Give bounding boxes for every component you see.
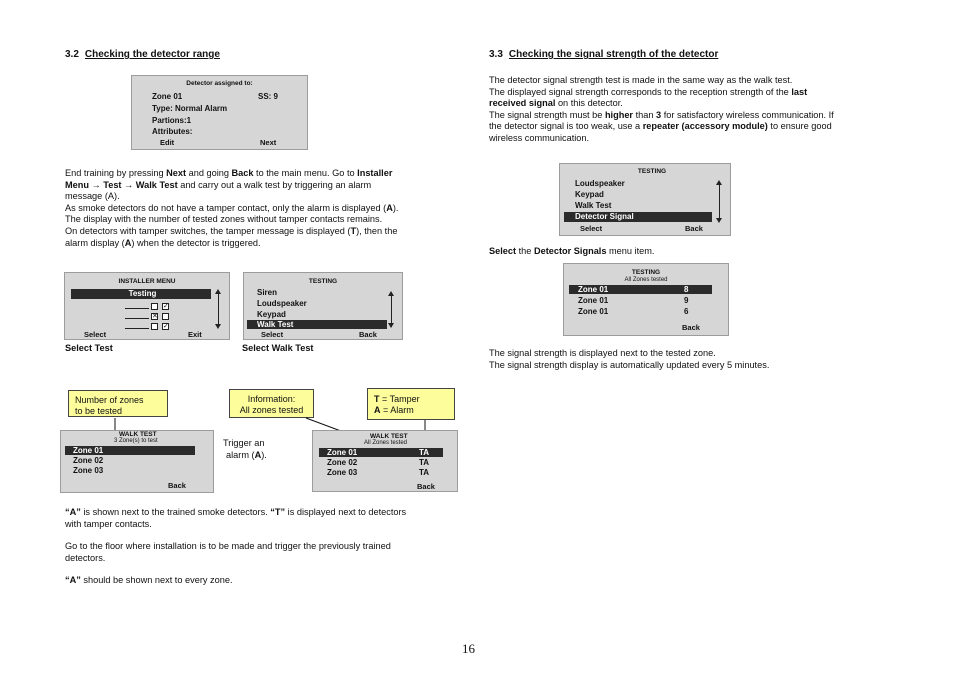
text: to the main menu. Go to: [253, 168, 358, 178]
checked-checkbox-icon: ✓: [163, 303, 169, 310]
text-bold: Select: [489, 246, 517, 256]
text: wireless communication.: [489, 132, 590, 143]
testing-menu-display-2: [559, 163, 731, 236]
text: than: [633, 109, 657, 120]
zone-label: Zone 01: [152, 92, 183, 101]
zone-row-1: Zone 01: [65, 446, 195, 455]
text: The signal strength must be: [489, 109, 605, 120]
text-bold: T: [350, 225, 357, 236]
text-bold: Menu: [65, 179, 92, 190]
edit-softkey: Edit: [160, 138, 175, 147]
menu-item-walk-test: Walk Test: [247, 320, 387, 329]
menu-item-loudspeaker: Loudspeaker: [257, 299, 307, 308]
text: is displayed next to detectors: [285, 507, 407, 517]
zone-row-1: [569, 285, 712, 294]
text: = Tamper: [379, 394, 420, 404]
display-title: TESTING: [631, 269, 661, 276]
text-bold: “A”: [65, 575, 81, 586]
callout-line: All zones tested: [239, 405, 304, 415]
menu-item-loudspeaker: Loudspeaker: [575, 179, 625, 188]
text-bold: A: [124, 237, 132, 248]
section-title: Checking the detector range: [84, 49, 220, 60]
zone-status: TA: [419, 468, 430, 477]
text-bold: T: [374, 394, 380, 404]
partitions-label: Partions:1: [152, 116, 192, 125]
text: Trigger an: [223, 438, 265, 448]
signal-value: 6: [684, 307, 689, 316]
signal-strength-label: SS: 9: [258, 92, 279, 101]
signal-strength-display: [563, 263, 729, 336]
back-softkey: Back: [359, 330, 377, 339]
text: The detector signal strength test is made in the same way as the walk test.: [489, 75, 793, 85]
text: detectors.: [65, 552, 106, 563]
scrollbar-track: [719, 184, 720, 220]
caption-select-walk-test: Select Walk Test: [242, 343, 314, 353]
zone-label: Zone 01: [327, 448, 358, 457]
scroll-down-icon: [716, 218, 722, 223]
text: the: [516, 246, 534, 256]
text: End training by pressing: [65, 168, 167, 178]
attributes-label: Attributes:: [152, 127, 193, 136]
text: ).: [392, 202, 399, 213]
callout-line: Information:: [247, 394, 296, 404]
page-number: 16: [462, 641, 475, 656]
select-softkey: Select: [84, 330, 107, 339]
text-bold: Back: [231, 168, 254, 178]
text: to ensure good: [767, 121, 832, 132]
zone-status: TA: [419, 458, 430, 467]
menu-item-keypad: Keypad: [575, 190, 604, 199]
text-bold: last: [791, 86, 808, 97]
text: The signal strength display is automatically updated every 5 minutes.: [489, 359, 770, 370]
text-bold: A: [374, 405, 381, 415]
select-detector-signals-text: [489, 246, 654, 256]
display-subtitle: 3 Zone(s) to test: [114, 438, 158, 444]
callout-line: to be tested: [75, 406, 123, 416]
bottom-notes: [65, 507, 450, 587]
exit-softkey: Exit: [188, 330, 202, 339]
zone-status: TA: [419, 448, 430, 457]
text-bold: repeater (accessory module): [642, 121, 768, 132]
text: alarm display (: [65, 237, 125, 248]
section-number: 3.3: [489, 49, 503, 60]
menu-item-keypad: Keypad: [257, 310, 286, 319]
display-header: Detector assigned to:: [186, 80, 253, 87]
text: for satisfactory wireless communication. If: [661, 109, 834, 120]
text: The displayed signal strength corresponds to the reception strength of the: [489, 86, 792, 97]
text: alarm (: [226, 449, 255, 460]
text: and carry out a walk test by triggering an alarm: [177, 179, 372, 190]
zone-row-3: Zone 03: [327, 468, 358, 477]
back-softkey: Back: [417, 482, 435, 491]
text-bold: 3: [656, 109, 662, 120]
text: The display with the number of tested zones without tamper contacts remains.: [65, 214, 383, 225]
display-title: TESTING: [308, 278, 338, 285]
trigger-alarm-text: [223, 438, 267, 461]
text: with tamper contacts.: [65, 518, 152, 529]
section-number: 3.2: [65, 49, 79, 60]
zone-row-2: Zone 02: [73, 456, 104, 465]
text-bold: → Test → Walk Test: [91, 179, 178, 190]
display-title: WALK TEST: [119, 431, 157, 438]
text: should be shown next to every zone.: [80, 575, 233, 586]
display-subtitle: All Zones tested: [624, 277, 668, 283]
signal-value: 8: [684, 285, 689, 294]
display-title: WALK TEST: [370, 433, 408, 440]
testing-menu-item: Testing: [71, 289, 211, 299]
menu-item-walk-test: Walk Test: [575, 201, 612, 210]
zone-row-2: Zone 02: [327, 458, 358, 467]
walk-test-display-1: [60, 430, 214, 493]
text-bold: A: [254, 449, 262, 460]
text-bold: A: [386, 202, 393, 213]
select-softkey: Select: [261, 330, 284, 339]
text: ).: [261, 449, 267, 460]
text: As smoke detectors do not have a tamper contact, only the alarm is displayed (: [65, 202, 387, 213]
text: message (A).: [65, 191, 120, 202]
zone-row-2: Zone 01: [578, 296, 609, 305]
signal-value: 9: [684, 296, 689, 305]
text: On detectors with tamper switches, the tamper message is displayed (: [65, 225, 351, 236]
text: ), then the: [356, 225, 398, 236]
text: Go to the floor where installation is to be made and trigger the previously trained: [65, 541, 391, 552]
menu-item-detector-signal: Detector Signal: [564, 212, 712, 222]
display-title: TESTING: [637, 168, 667, 175]
menu-item-siren: Siren: [257, 288, 278, 297]
signal-strength-instructions: [489, 75, 884, 145]
type-label: Type: Normal Alarm: [152, 104, 228, 113]
text-bold: received signal: [489, 98, 556, 109]
back-softkey: Back: [168, 481, 186, 490]
display-title: INSTALLER MENU: [118, 278, 176, 285]
signal-display-notes: [489, 348, 769, 371]
text: the detector signal is too weak, use a: [489, 121, 643, 132]
select-softkey: Select: [580, 224, 603, 233]
walk-test-display-2: [312, 430, 458, 492]
text: on this detector.: [555, 98, 623, 109]
zone-label: Zone 01: [578, 285, 609, 294]
section-title: Checking the signal strength of the detector: [508, 49, 719, 60]
scroll-up-icon: [716, 180, 722, 185]
crossed-checkbox-icon: ✕: [152, 313, 158, 320]
display-subtitle: All Zones tested: [364, 440, 408, 446]
text-bold: higher: [604, 109, 634, 120]
caption-select-test: Select Test: [65, 343, 113, 353]
checked-checkbox-icon: ✓: [163, 323, 169, 330]
text-bold: “T”: [270, 507, 286, 517]
text: = Alarm: [380, 405, 414, 415]
text: is shown next to the trained smoke detectors.: [80, 507, 271, 517]
zone-row-3: Zone 03: [73, 466, 104, 475]
back-softkey: Back: [682, 323, 700, 332]
text-bold: Detector Signals: [533, 246, 607, 256]
next-softkey: Next: [260, 138, 277, 147]
text-bold: “A”: [65, 507, 81, 517]
zone-row-3: Zone 01: [578, 307, 609, 316]
text: and going: [186, 168, 232, 178]
text: menu item.: [606, 246, 655, 256]
text-bold: Next: [166, 168, 187, 178]
section-heading-3-3: [489, 49, 718, 60]
text-bold: Installer: [357, 168, 393, 178]
back-softkey: Back: [685, 224, 703, 233]
text: ) when the detector is triggered.: [131, 237, 261, 248]
text: The signal strength is displayed next to the tested zone.: [489, 348, 716, 358]
callout-line: Number of zones: [75, 395, 144, 405]
zone-row-1: [319, 448, 443, 457]
